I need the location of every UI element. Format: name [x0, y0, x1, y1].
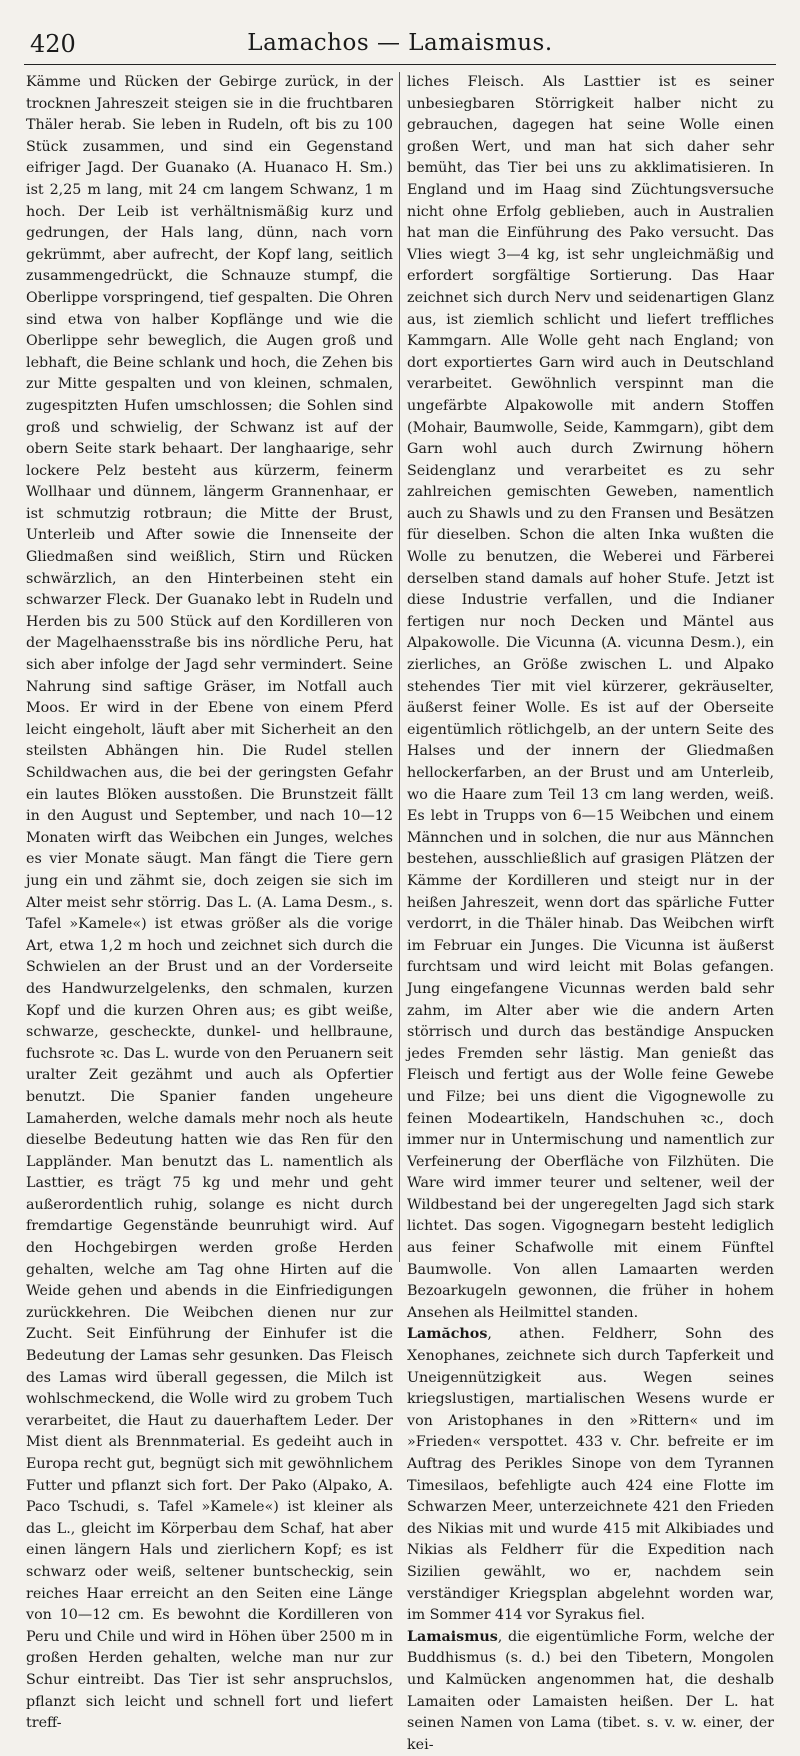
entry-lamachos	[407, 1324, 774, 1626]
running-title: Lamachos — Lamaismus.	[247, 30, 553, 56]
left-column	[26, 72, 393, 1732]
right-column-paragraph: liches Fleisch. Als Lasttier ist es seiner unbesiegbaren Störrigkeit halber nicht zu gebrauchen, dagegen hat seine Wolle einen großen Wert, und man hat sich daher sehr bemüht, das Tier bei uns zu akklimatisieren. In England und im Haag sind Züchtungsversuche nicht ohne Erfolg geblieben, auch in Australien hat man die Einführung des Pako versucht. Das Vlies wiegt 3—4 kg, ist sehr ungleichmäßig und erfordert sorgfältige Sortierung. Das Haar zeichnet sich durch Nerv und seidenartigen Glanz aus, ist ziemlich schlicht und liefert treffliches Kammgarn. Alle Wolle geht nach England; von dort exportiertes Garn wird auch in Deutschland verarbeitet. Gewöhnlich verspinnt man die ungefärbte Alpakowolle mit andern Stoffen (Mohair, Baumwolle, Seide, Kammgarn), gibt dem Garn wohl auch durch Zwirnung höhern Seidenglanz und verarbeitet es zu sehr zahlreichen gemischten Geweben, namentlich auch zu Shawls und zu den Fransen und Besätzen für dieselben. Schon die alten Inka wußten die Wolle zu benutzen, die Weberei und Färberei derselben stand damals auf hoher Stufe. Jetzt ist diese Industrie verfallen, und die Indianer fertigen nur noch Decken und Mäntel aus Alpakowolle. Die Vicunna (A. vicunna Desm.), ein zierliches, an Größe zwischen L. und Alpako stehendes Tier mit viel kürzerer, gekräuselter, äußerst feiner Wolle. Es ist auf der Oberseite eigentümlich rötlichgelb, an der untern Seite des Halses und der innern der Gliedmaßen hellockerfarben, an der Brust und am Unterleib, wo die Haare zum Teil 13 cm lang werden, weiß. Es lebt in Trupps von 6—15 Weibchen und einem Männchen und in solchen, die nur aus Männchen bestehen, ausschließlich auf grasigen Plätzen der Kämme der Kordilleren und steigt nur in der heißen Jahreszeit, wenn dort das spärliche Futter verdorrt, in die Thäler hinab. Das Weibchen wirft im Februar ein Junges. Die Vicunna ist äußerst furchtsam und wird leicht mit Bolas gefangen. Jung eingefangene Vicunnas werden bald sehr zahm, im Alter aber wie die andern Arten störrisch und durch das beständige Anspucken jedes Fremden sehr lästig. Man genießt das Fleisch und fertigt aus der Wolle feine Gewebe und Filze; bei uns dient die Vigognewolle zu feinen Modeartikeln, Handschuhen ꝛc., doch immer nur in Untermischung und namentlich zur Verfeinerung der Oberfläche von Filzhüten. Die Ware wird immer teurer und seltener, weil der Wildbestand bei der ungeregelten Jagd sich stark lichtet. Das sogen. Vigognegarn besteht lediglich aus feiner Schafwolle mit einem Fünftel Baumwolle. Von allen Lamaarten werden Bezoarkugeln gewonnen, die früher in hohem Ansehen als Heilmittel standen.	[407, 74, 774, 1321]
left-column-text: Kämme und Rücken der Gebirge zurück, in der trocknen Jahreszeit steigen sie in die fruchtbaren Thäler herab. Sie leben in Rudeln, oft bis zu 100 Stück zusammen, und sind ein Gegenstand eifriger Jagd. Der Guanako (A. Huanaco H. Sm.) ist 2,25 m lang, mit 24 cm langem Schwanz, 1 m hoch. Der Leib ist verhältnismäßig kurz und gedrungen, der Hals lang, dünn, nach vorn gekrümmt, aber aufrecht, der Kopf lang, seitlich zusammengedrückt, die Schnauze stumpf, die Oberlippe vorspringend, tief gespalten. Die Ohren sind etwa von halber Kopflänge und wie die Oberlippe sehr beweglich, die Augen groß und lebhaft, die Beine schlank und hoch, die Zehen bis zur Mitte gespalten und von kleinen, schmalen, zugespitzten Hufen umschlossen; die Sohlen sind groß und schwielig, der Schwanz ist auf der obern Seite stark behaart. Der langhaarige, sehr lockere Pelz besteht aus kürzerm, feinerm Wollhaar und dünnem, längerm Grannenhaar, er ist schmutzig rotbraun; die Mitte der Brust, Unterleib und After sowie die Innenseite der Gliedmaßen sind weißlich, Stirn und Rücken schwärzlich, an den Hinterbeinen steht ein schwarzer Fleck. Der Guanako lebt in Rudeln und Herden bis zu 500 Stück auf den Kordilleren von der Magelhaensstraße bis ins nördliche Peru, hat sich aber infolge der Jagd sehr vermindert. Seine Nahrung sind saftige Gräser, im Notfall auch Moos. Er wird in der Ebene von einem Pferd leicht eingeholt, läuft aber mit Sicherheit an den steilsten Abhängen hin. Die Rudel stellen Schildwachen aus, die bei der geringsten Gefahr ein lautes Blöken ausstoßen. Die Brunstzeit fällt in den August und September, und nach 10—12 Monaten wirft das Weibchen ein Junges, welches es vier Monate säugt. Man fängt die Tiere gern jung ein und zähmt sie, doch zeigen sie sich im Alter meist sehr störrig. Das L. (A. Lama Desm., s. Tafel »Kamele«) ist etwas größer als die vorige Art, etwa 1,2 m hoch und zeichnet sich durch die Schwielen an der Brust und an der Vorderseite des Handwurzelgelenks, den schmalen, kurzen Kopf und die kurzen Ohren aus; es gibt weiße, schwarze, gescheckte, dunkel- und hellbraune, fuchsrote ꝛc. Das L. wurde von den Peruanern seit uralter Zeit gezähmt und auch als Opfertier benutzt. Die Spanier fanden ungeheure Lamaherden, welche damals mehr noch als heute dieselbe Bedeutung hatten wie das Ren für den Lappländer. Man benutzt das L. namentlich als Lasttier, es trägt 75 kg und mehr und geht außerordentlich ruhig, solange es nicht durch fremdartige Gegenstände beunruhigt wird. Auf den Hochgebirgen werden große Herden gehalten, welche am Tag ohne Hirten auf die Weide gehen und abends in die Einfriedigungen zurückkehren. Die Weibchen dienen nur zur Zucht. Seit Einführung der Einhufer ist die Bedeutung der Lamas sehr gesunken. Das Fleisch des Lamas wird überall gegessen, die Milch ist wohlschmeckend, die Wolle wird zu grobem Tuch verarbeitet, die Haut zu dauerhaftem Leder. Der Mist dient als Brennmaterial. Es gedeiht auch in Europa recht gut, begnügt sich mit gewöhnlichem Futter und pflanzt sich fort. Der Pako (Alpako, A. Paco Tschudi, s. Tafel »Kamele«) ist kleiner als das L., gleicht im Körperbau dem Schaf, hat aber einen längern Hals und zierlichern Kopf; es ist schwarz oder weiß, seltener buntscheckig, sein reiches Haar erreicht an den Seiten eine Länge von 10—12 cm. Es bewohnt die Kordilleren von Peru und Chile und wird in Höhen über 2500 m in großen Herden gehalten, welche man nur zur Schur eintreibt. Das Tier ist sehr anspruchslos, pflanzt sich leicht und schnell fort und liefert treff-	[26, 74, 393, 1732]
entry-lamaismus	[407, 1627, 774, 1756]
column-divider	[399, 72, 400, 1262]
right-column	[407, 72, 774, 1753]
headword-lamachos: Lamăchos	[407, 1326, 488, 1343]
entry-lamachos-text: , athen. Feldherr, Sohn des Xenophanes, zeichnete sich durch Tapferkeit und Uneigennützigkeit aus. Wegen seines kriegslustigen, martialischen Wesens wurde er von Aristophanes in den »Rittern« und im »Frieden« verspottet. 433 v. Chr. befreite er im Auftrag des Perikles Sinope von dem Tyrannen Timesilaos, befehligte auch 424 eine Flotte im Schwarzen Meer, unterzeichnete 421 den Frieden des Nikias mit und wurde 415 mit Alkibiades und Nikias als Feldherr für die Expedition nach Sizilien gewählt, wo er, nachdem sein verständiger Kriegsplan abgelehnt worden war, im Sommer 414 vor Syrakus fiel.	[407, 1326, 774, 1624]
page-header	[24, 24, 776, 65]
page-number: 420	[30, 30, 76, 58]
entry-lamaismus-text: , die eigentümliche Form, welche der Buddhismus (s. d.) bei den Tibetern, Mongolen und Kalmücken angenommen hat, die deshalb Lamaiten oder Lamaisten heißen. Der L. hat seinen Namen von Lama (tibet. s. v. w. einer, der kei-	[407, 1628, 774, 1753]
headword-lamaismus: Lamaismus	[407, 1628, 498, 1645]
